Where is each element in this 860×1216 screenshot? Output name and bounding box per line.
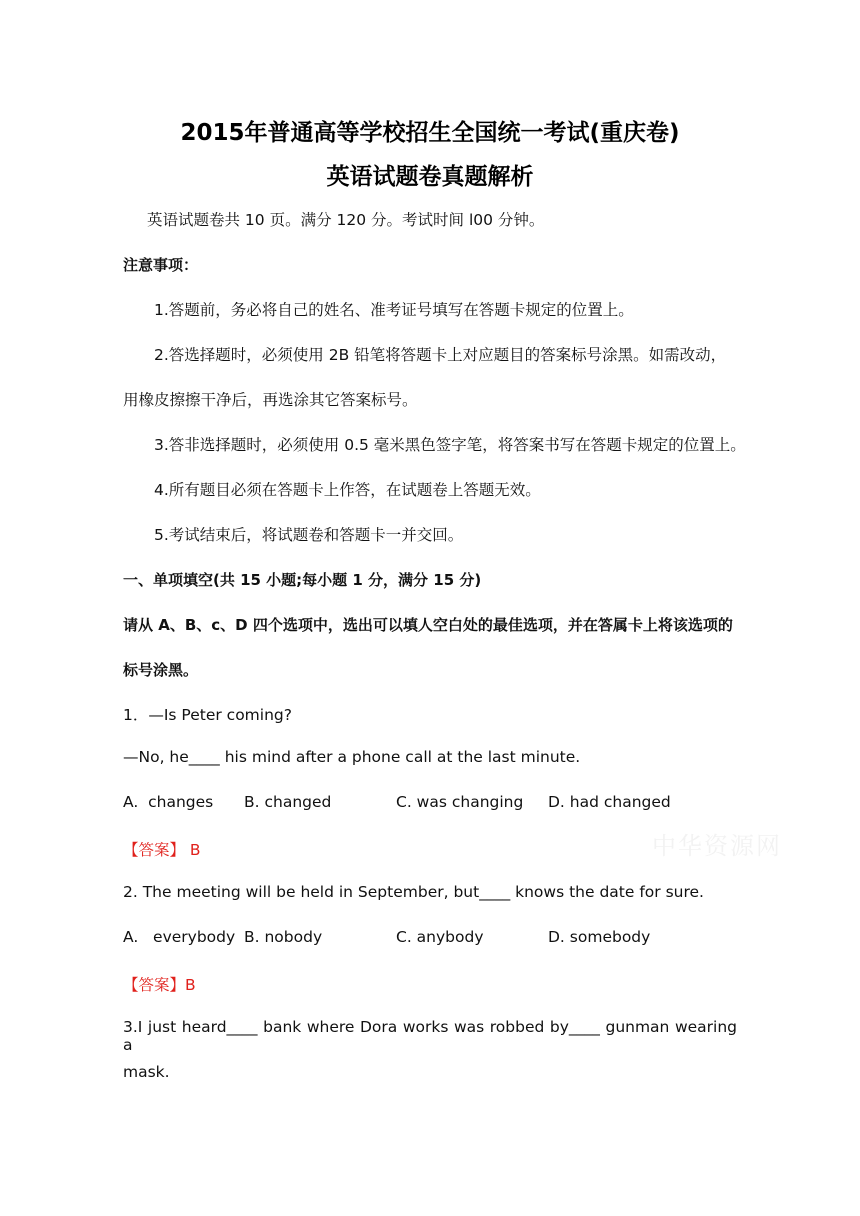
notice-item-5: 5.考试结束后，将试题卷和答题卡一并交回。 bbox=[154, 526, 464, 544]
question-3-stem-cont: mask. bbox=[123, 1063, 170, 1081]
question-2-answer: 【答案】B bbox=[123, 976, 196, 994]
document-title-line2: 英语试题卷真题解析 bbox=[326, 164, 534, 190]
question-1-option-d: D. had changed bbox=[548, 793, 671, 811]
notice-item-3: 3.答非选择题时，必须使用 0.5 毫米黑色签字笔，将答案书写在答题卡规定的位置上。 bbox=[154, 436, 746, 454]
notice-item-4: 4.所有题目必须在答题卡上作答，在试题卷上答题无效。 bbox=[154, 481, 541, 499]
question-1-option-a: A. changes bbox=[123, 793, 214, 811]
question-1-stem: 1．—Is Peter coming? bbox=[123, 706, 292, 724]
question-2-option-a: A. everybody bbox=[123, 928, 236, 946]
question-2-option-b: B. nobody bbox=[244, 928, 323, 946]
question-2-option-c: C. anybody bbox=[396, 928, 484, 946]
notice-heading: 注意事项： bbox=[123, 256, 199, 274]
document-title-line1: 2015年普通高等学校招生全国统一考试(重庆卷) bbox=[180, 120, 680, 146]
question-1-stem-reply: —No, he____ his mind after a phone call at the last minute. bbox=[123, 748, 581, 766]
question-3-stem: 3.I just heard____ bank where Dora works was robbed by____ gunman wearing a bbox=[123, 1018, 737, 1054]
section-heading: 一、单项填空(共 15 小题;每小题 1 分，满分 15 分) bbox=[123, 571, 482, 589]
notice-item-1: 1.答题前，务必将自己的姓名、准考证号填写在答题卡规定的位置上。 bbox=[154, 301, 634, 319]
section-instruction-cont: 标号涂黑。 bbox=[123, 661, 199, 679]
section-instruction: 请从 A、B、c、D 四个选项中，选出可以填人空白处的最佳选项，并在答属卡上将该选项的 bbox=[123, 616, 733, 634]
notice-item-2: 2.答选择题时，必须使用 2B 铅笔将答题卡上对应题目的答案标号涂黑。如需改动， bbox=[154, 346, 727, 364]
notice-item-2-cont: 用橡皮擦擦干净后，再选涂其它答案标号。 bbox=[123, 391, 418, 409]
question-1-option-c: C. was changing bbox=[396, 793, 524, 811]
question-1-option-b: B. changed bbox=[244, 793, 332, 811]
intro-text: 英语试题卷共 10 页。满分 120 分。考试时间 l00 分钟。 bbox=[147, 211, 545, 229]
watermark-text: 中华资源网 bbox=[652, 832, 782, 860]
question-2-stem: 2. The meeting will be held in September, but____ knows the date for sure. bbox=[123, 883, 704, 901]
question-1-answer: 【答案】 B bbox=[123, 841, 201, 859]
question-2-option-d: D. somebody bbox=[548, 928, 651, 946]
